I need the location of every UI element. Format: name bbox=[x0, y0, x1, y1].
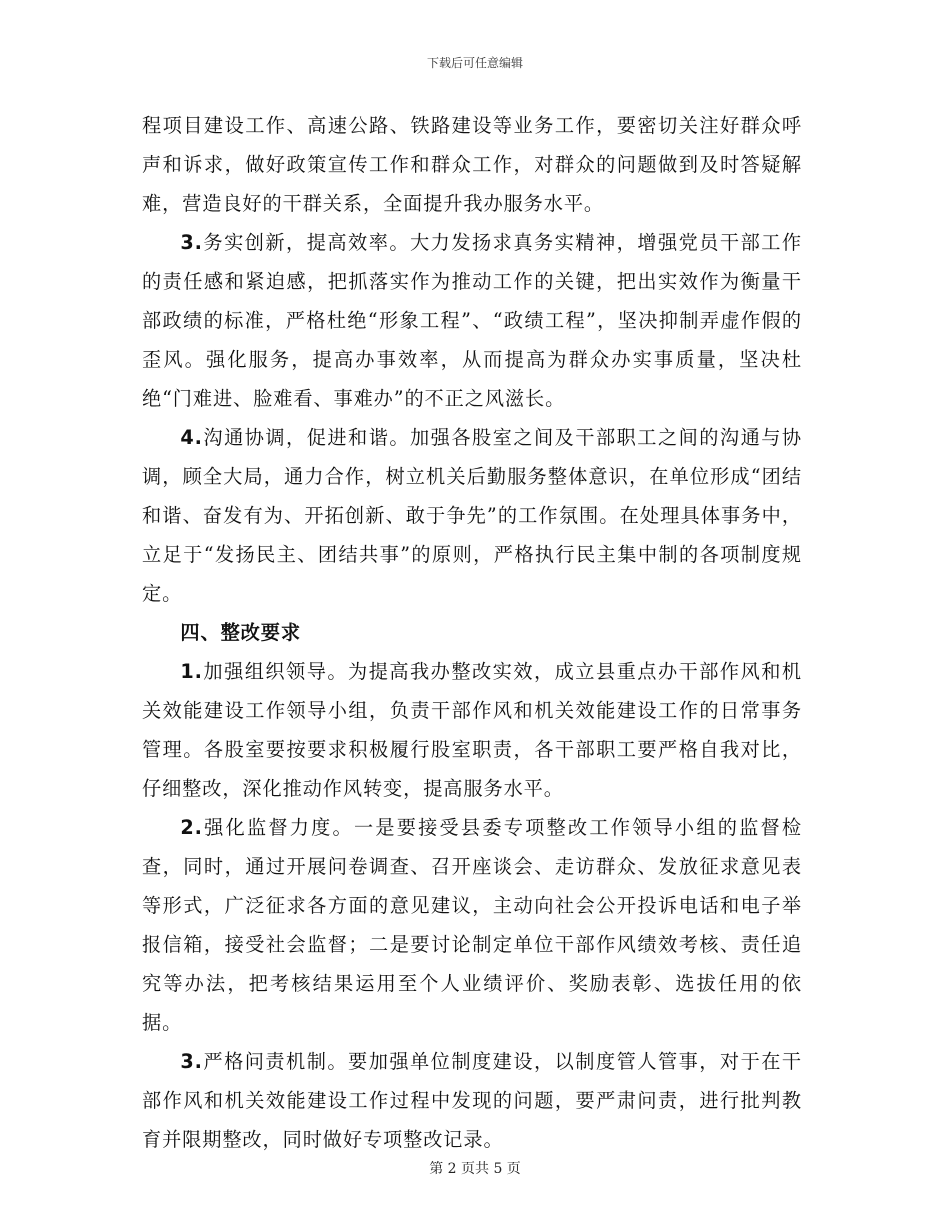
page-footer: 第 2 页共 5 页 bbox=[429, 1161, 521, 1177]
paragraph-text: 强化监督力度。一是要接受县委专项整改工作领导小组的监督检查，同时，通过开展问卷调查、召开座谈会、走访群众、发放征求意见表等形式，广泛征求各方面的意见建议，主动向社会公开投诉电话和电子举报信箱，接受社会监督；二是要讨论制定单位干部作风绩效考核、责任追究等办法，把考核结果运用至个人业绩评价、奖励表彰、选拔任用的依据。 bbox=[142, 816, 802, 1034]
paragraph-text: 严格问责机制。要加强单位制度建设，以制度管人管事，对于在干部作风和机关效能建设工作过程中发现的问题，要严肃问责，进行批判教育并限期整改，同时做好专项整改记录。 bbox=[142, 1050, 802, 1151]
paragraph-item-2 bbox=[142, 808, 802, 1042]
paragraph-item-3b bbox=[142, 1042, 802, 1159]
item-number: 3. bbox=[180, 231, 203, 254]
section-heading-text: 四、整改要求 bbox=[180, 621, 301, 644]
page-header: 下载后可任意编辑 bbox=[426, 56, 523, 70]
item-number: 1. bbox=[180, 660, 203, 683]
item-number: 3. bbox=[180, 1050, 203, 1073]
document-body bbox=[142, 106, 802, 1159]
paragraph-item-3 bbox=[142, 223, 802, 418]
paragraph-item-1 bbox=[142, 652, 802, 808]
paragraph-item-4 bbox=[142, 418, 802, 613]
section-heading bbox=[142, 613, 802, 652]
paragraph-continuation bbox=[142, 106, 802, 223]
paragraph-text: 程项目建设工作、高速公路、铁路建设等业务工作，要密切关注好群众呼声和诉求，做好政策宣传工作和群众工作，对群众的问题做到及时答疑解难，营造良好的干群关系，全面提升我办服务水平。 bbox=[142, 114, 802, 215]
item-number: 4. bbox=[180, 426, 203, 449]
paragraph-text: 沟通协调，促进和谐。加强各股室之间及干部职工之间的沟通与协调，顾全大局，通力合作，树立机关后勤服务整体意识，在单位形成“团结和谐、奋发有为、开拓创新、敢于争先”的工作氛围。在处理具体事务中，立足于“发扬民主、团结共事”的原则，严格执行民主集中制的各项制度规定。 bbox=[142, 426, 802, 605]
paragraph-text: 务实创新，提高效率。大力发扬求真务实精神，增强党员干部工作的责任感和紧迫感，把抓落实作为推动工作的关键，把出实效作为衡量干部政绩的标准，严格杜绝“形象工程”、“政绩工程”，坚决抑制弄虚作假的歪风。强化服务，提高办事效率，从而提高为群众办实事质量，坚决杜绝“门难进、脸难看、事难办”的不正之风滋长。 bbox=[142, 231, 802, 410]
paragraph-text: 加强组织领导。为提高我办整改实效，成立县重点办干部作风和机关效能建设工作领导小组，负责干部作风和机关效能建设工作的日常事务管理。各股室要按要求积极履行股室职责，各干部职工要严格自我对比，仔细整改，深化推动作风转变，提高服务水平。 bbox=[142, 660, 802, 800]
item-number: 2. bbox=[180, 816, 203, 839]
